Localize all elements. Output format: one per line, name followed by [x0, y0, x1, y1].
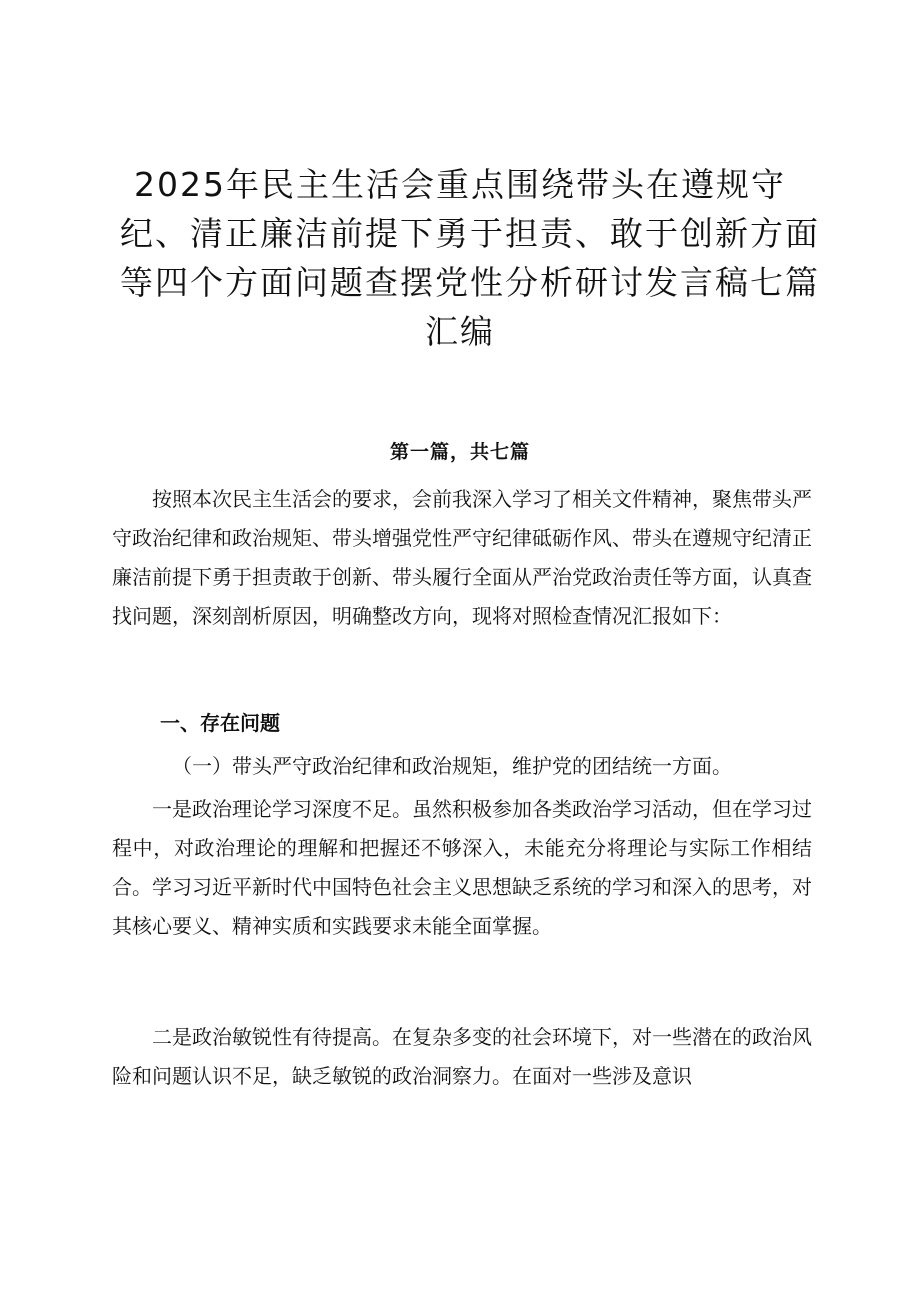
- point-one-paragraph: 一是政治理论学习深度不足。虽然积极参加各类政治学习活动，但在学习过程中，对政治理论的理解和把握还不够深入，未能充分将理论与实际工作相结合。学习习近平新时代中国特色社会主义思想缺乏系统的学习和深入的思考，对其核心要义、精神实质和实践要求未能全面掌握。: [112, 797, 812, 938]
- document-subtitle: 第一篇，共七篇: [389, 441, 530, 463]
- title-line-4: 汇编: [425, 312, 495, 351]
- title-line-2: 纪、清正廉洁前提下勇于担责、敢于创新方面: [120, 214, 820, 253]
- section-heading: 一、存在问题: [160, 711, 280, 735]
- document-title: [120, 160, 820, 356]
- subsection-heading: （一）带头严守政治纪律和政治规矩，维护党的团结统一方面。: [172, 754, 732, 778]
- point-two-paragraph: 二是政治敏锐性有待提高。在复杂多变的社会环境下，对一些潜在的政治风险和问题认识不足，缺乏敏锐的政治洞察力。在面对一些涉及意识: [112, 1025, 812, 1088]
- title-line-3: 等四个方面问题查摆党性分析研讨发言稿七篇: [120, 263, 820, 302]
- title-line-1: 2025年民主生活会重点围绕带头在遵规守: [134, 165, 786, 204]
- intro-paragraph: 按照本次民主生活会的要求，会前我深入学习了相关文件精神，聚焦带头严守政治纪律和政治规矩、带头增强党性严守纪律砥砺作风、带头在遵规守纪清正廉洁前提下勇于担责敢于创新、带头履行全面从严治党政治责任等方面，认真查找问题，深刻剖析原因，明确整改方向，现将对照检查情况汇报如下：: [112, 487, 812, 628]
